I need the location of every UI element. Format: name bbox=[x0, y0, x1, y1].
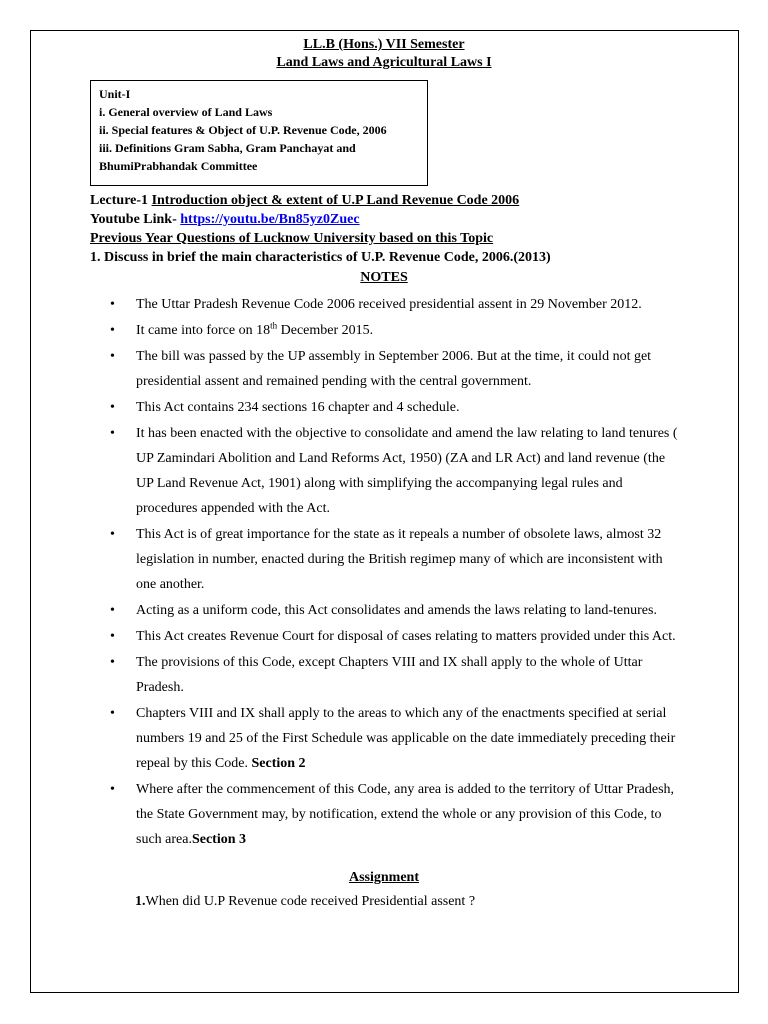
youtube-label: Youtube Link- bbox=[90, 212, 181, 227]
list-item: • This Act is of great importance for the state as it repeals a number of obsolete laws, almost 32 legislation in number, enacted during the British regimep many of which are inconsistent with one another. bbox=[110, 522, 680, 597]
bullet-icon: • bbox=[110, 782, 115, 797]
bullet-icon: • bbox=[110, 297, 115, 312]
list-item: • Chapters VIII and IX shall apply to the areas to which any of the enactments specified at serial numbers 19 and 25 of the First Schedule was applicable on the date immediately preceding their repeal by this Code. Section 2 bbox=[110, 701, 680, 776]
unit-topic-1: i. General overview of Land Laws bbox=[99, 105, 273, 119]
assignment-question bbox=[135, 894, 475, 910]
bullet-icon: • bbox=[110, 629, 115, 644]
unit-topic-3-cont: BhumiPrabhandak Committee bbox=[99, 159, 258, 173]
bullet-icon: • bbox=[110, 527, 115, 542]
bullet-icon: • bbox=[110, 655, 115, 670]
unit-box bbox=[90, 80, 428, 186]
lecture-prefix: Lecture-1 bbox=[90, 193, 152, 208]
lecture-title: Introduction object & extent of U.P Land Revenue Code 2006 bbox=[151, 193, 520, 208]
bullet-icon: • bbox=[110, 323, 115, 338]
assignment-heading: Assignment bbox=[348, 870, 419, 885]
pyq-question: 1. Discuss in brief the main characteristics of U.P. Revenue Code, 2006.(2013) bbox=[90, 250, 551, 265]
list-item: • It has been enacted with the objective to consolidate and amend the law relating to land tenures ( UP Zamindari Abolition and Land Reforms Act, 1950) (ZA and LR Act) and land revenue (the UP Land Revenue Act, 1901) along with simplifying the accompanying legal rules and procedures appended with the Act. bbox=[110, 421, 680, 521]
lecture-line bbox=[90, 193, 519, 209]
section-ref: Section 3 bbox=[191, 832, 247, 847]
unit-heading: Unit-I bbox=[99, 87, 131, 101]
unit-topic-3: iii. Definitions Gram Sabha, Gram Panchayat and bbox=[99, 141, 356, 155]
bullet-icon: • bbox=[110, 349, 115, 364]
list-item: • It came into force on 18th December 2015. bbox=[110, 318, 680, 343]
list-item: • Acting as a uniform code, this Act consolidates and amends the laws relating to land-tenures. bbox=[110, 598, 680, 623]
course-title: LL.B (Hons.) VII Semester bbox=[303, 37, 465, 52]
list-item: • This Act contains 234 sections 16 chapter and 4 schedule. bbox=[110, 395, 680, 420]
list-item: • This Act creates Revenue Court for disposal of cases relating to matters provided under this Act. bbox=[110, 624, 680, 649]
question-number: 1. bbox=[135, 894, 146, 909]
list-item: • The Uttar Pradesh Revenue Code 2006 received presidential assent in 29 November 2012. bbox=[110, 292, 680, 317]
list-item: • The bill was passed by the UP assembly in September 2006. But at the time, it could not get presidential assent and remained pending with the central government. bbox=[110, 344, 680, 394]
bullet-icon: • bbox=[110, 400, 115, 415]
youtube-line bbox=[90, 212, 360, 228]
youtube-link[interactable]: https://youtu.be/Bn85yz0Zuec bbox=[180, 212, 360, 227]
unit-topic-2: ii. Special features & Object of U.P. Revenue Code, 2006 bbox=[99, 123, 387, 137]
list-item: • The provisions of this Code, except Chapters VIII and IX shall apply to the whole of Uttar Pradesh. bbox=[110, 650, 680, 700]
bullet-icon: • bbox=[110, 603, 115, 618]
notes-list bbox=[110, 292, 680, 853]
bullet-icon: • bbox=[110, 426, 115, 441]
list-item: • Where after the commencement of this Code, any area is added to the territory of Uttar Pradesh, the State Government may, by notification, extend the whole or any provision of this Code, to such area.Section 3 bbox=[110, 777, 680, 852]
notes-heading: NOTES bbox=[360, 270, 408, 285]
pyq-heading: Previous Year Questions of Lucknow University based on this Topic bbox=[90, 231, 494, 246]
question-text: When did U.P Revenue code received Presidential assent ? bbox=[145, 894, 476, 909]
bullet-icon: • bbox=[110, 706, 115, 721]
section-ref: Section 2 bbox=[251, 756, 306, 771]
subject-title: Land Laws and Agricultural Laws I bbox=[276, 55, 492, 70]
